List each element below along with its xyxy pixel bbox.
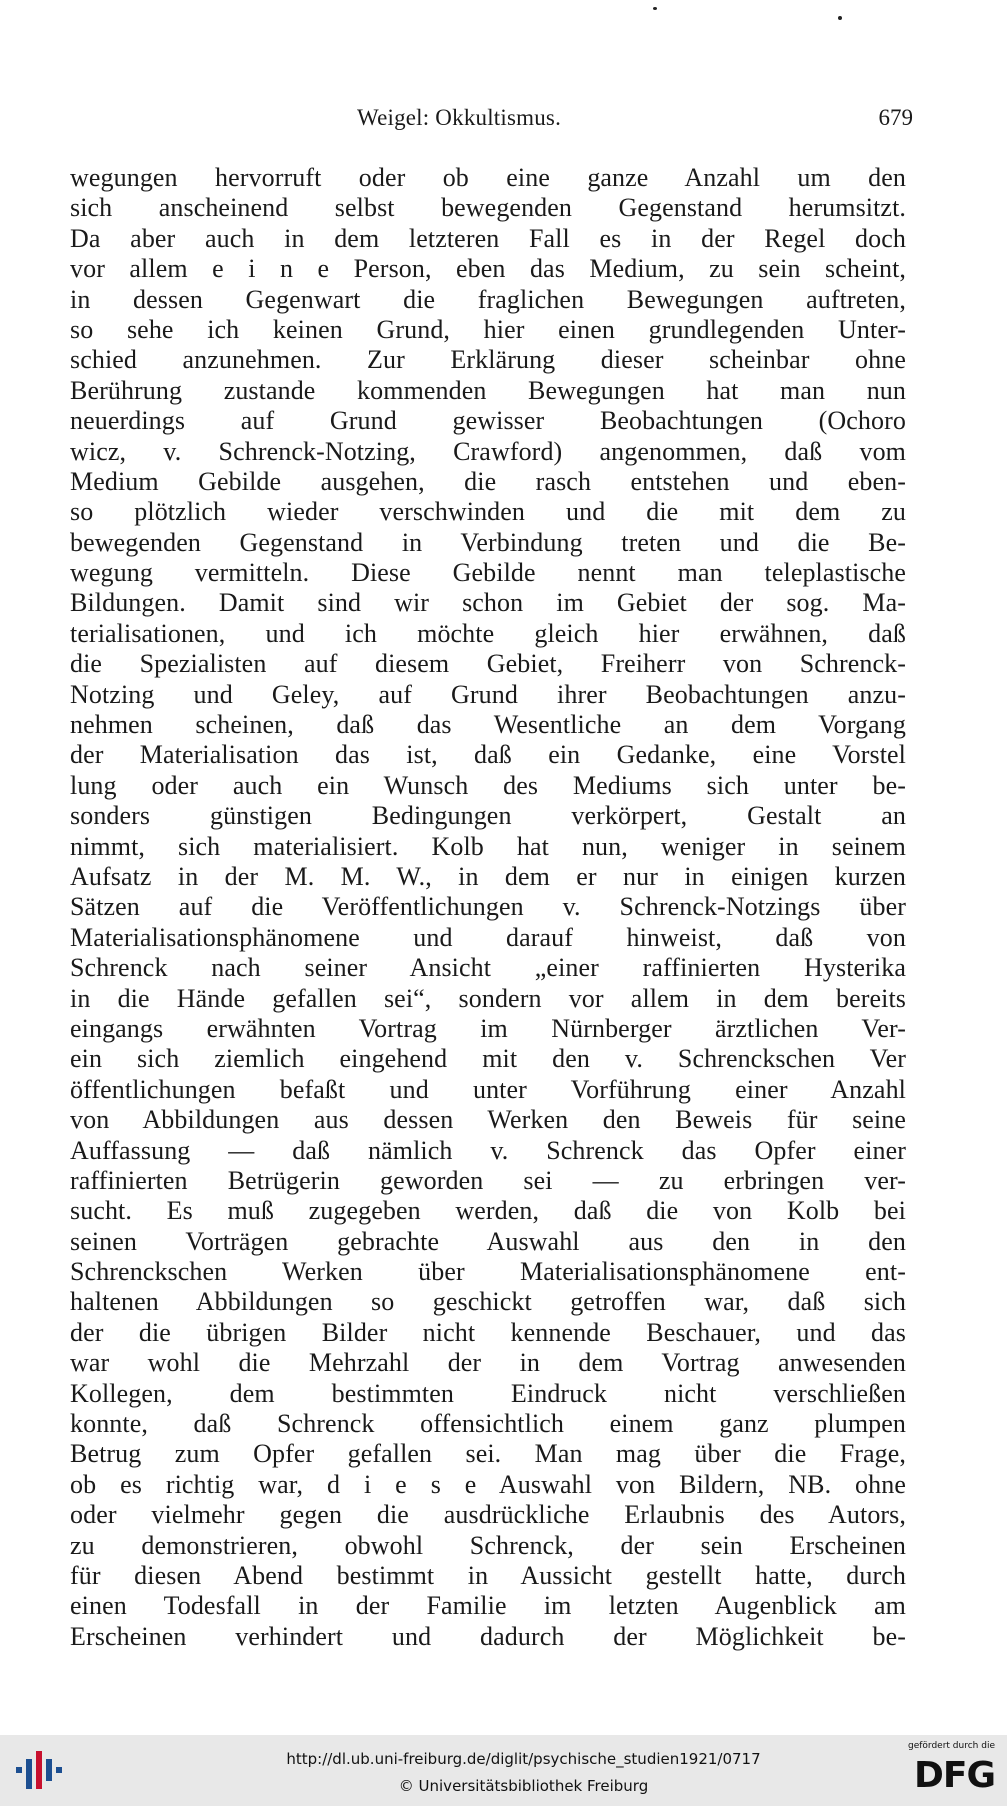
text-line: bewegenden Gegenstand in Verbindung treten und die Be- (70, 527, 906, 557)
text-line: Auffassung — daß nämlich v. Schrenck das Opfer einer (70, 1135, 906, 1165)
text-line: Bildungen. Damit sind wir schon im Gebiet der sog. Ma- (70, 588, 906, 618)
body-text (70, 163, 906, 1652)
text-line: in die Hände gefallen sei“, sondern vor allem in dem bereits (70, 983, 906, 1013)
text-line: Berührung zustande kommenden Bewegungen hat man nun (70, 375, 906, 405)
text-line: wicz, v. Schrenck-Notzing, Crawford) angenommen, daß vom (70, 436, 906, 466)
text-line: öffentlichungen befaßt und unter Vorführung einer Anzahl (70, 1074, 906, 1104)
text-line: sonders günstigen Bedingungen verkörpert, Gestalt an (70, 801, 906, 831)
dfg-logo-text: DFG (913, 1755, 995, 1796)
text-line: zu demonstrieren, obwohl Schrenck, der sein Erscheinen (70, 1530, 906, 1560)
text-line: so plötzlich wieder verschwinden und die mit dem zu (70, 497, 906, 527)
text-line: Aufsatz in der M. M. W., in dem er nur in einigen kurzen (70, 861, 906, 891)
footer-copyright: © Universitätsbibliothek Freiburg (398, 1777, 649, 1795)
text-line: Erscheinen verhindert und dadurch der Möglichkeit be- (70, 1621, 906, 1651)
text-line: sucht. Es muß zugegeben werden, daß die von Kolb bei (70, 1196, 906, 1226)
text-line: von Abbildungen aus dessen Werken den Beweis für seine (70, 1105, 906, 1135)
text-line: schied anzunehmen. Zur Erklärung dieser scheinbar ohne (70, 345, 906, 375)
text-line: der die übrigen Bilder nicht kennende Beschauer, und das (70, 1317, 906, 1347)
text-line: oder vielmehr gegen die ausdrückliche Erlaubnis des Autors, (70, 1500, 906, 1530)
text-line: in dessen Gegenwart die fraglichen Bewegungen auftreten, (70, 284, 906, 314)
text-line: nehmen scheinen, daß das Wesentliche an dem Vorgang (70, 710, 906, 740)
text-line: seinen Vorträgen gebrachte Auswahl aus den in den (70, 1226, 906, 1256)
text-line: Betrug zum Opfer gefallen sei. Man mag über die Frage, (70, 1439, 906, 1469)
text-line: Sätzen auf die Veröffentlichungen v. Schrenck-Notzings über (70, 892, 906, 922)
text-line: Medium Gebilde ausgehen, die rasch entstehen und eben- (70, 466, 906, 496)
text-line: wegung vermitteln. Diese Gebilde nennt man teleplastische (70, 558, 906, 588)
text-line: wegungen hervorruft oder ob eine ganze Anzahl um den (70, 163, 906, 192)
text-line: terialisationen, und ich möchte gleich hier erwähnen, daß (70, 618, 906, 648)
text-line: nimmt, sich materialisiert. Kolb hat nun, weniger in seinem (70, 831, 906, 861)
text-line: haltenen Abbildungen so geschickt getroffen war, daß sich (70, 1287, 906, 1317)
footer-bar (0, 1735, 1007, 1806)
text-line: lung oder auch ein Wunsch des Mediums sich unter be- (70, 770, 906, 800)
text-line: ob es richtig war, d i e s e Auswahl von Bildern, NB. ohne (70, 1469, 906, 1499)
running-header (70, 105, 913, 141)
text-line: eingangs erwähnten Vortrag im Nürnberger ärztlichen Ver- (70, 1013, 906, 1043)
running-head-title: Weigel: Okkultismus. (357, 105, 562, 130)
text-line: raffinierten Betrügerin geworden sei — zu erbringen ver- (70, 1165, 906, 1195)
text-line: die Spezialisten auf diesem Gebiet, Freiherr von Schrenck- (70, 649, 906, 679)
text-line: konnte, daß Schrenck offensichtlich einem ganz plumpen (70, 1409, 906, 1439)
scan-speck (653, 7, 657, 10)
text-line: neuerdings auf Grund gewisser Beobachtungen (Ochoro (70, 406, 906, 436)
page-number: 679 (878, 105, 913, 130)
text-line: Notzing und Geley, auf Grund ihrer Beobachtungen anzu- (70, 679, 906, 709)
text-line: vor allem e i n e Person, eben das Medium, zu sein scheint, (70, 254, 906, 284)
text-line: Schrenckschen Werken über Materialisationsphänomene ent- (70, 1257, 906, 1287)
scan-speck (838, 16, 842, 20)
text-line: so sehe ich keinen Grund, hier einen grundlegenden Unter- (70, 314, 906, 344)
text-line: Da aber auch in dem letzteren Fall es in der Regel doch (70, 223, 906, 253)
text-line: einen Todesfall in der Familie im letzten Augenblick am (70, 1591, 906, 1621)
text-line: ein sich ziemlich eingehend mit den v. Schrenckschen Ver (70, 1044, 906, 1074)
footer-url-link[interactable]: http://dl.ub.uni-freiburg.de/diglit/psychische_studien1921/0717 (286, 1750, 761, 1768)
text-line: Kollegen, dem bestimmten Eindruck nicht verschließen (70, 1378, 906, 1408)
text-line: Materialisationsphänomene und darauf hinweist, daß von (70, 922, 906, 952)
dfg-tagline: gefördert durch die (908, 1741, 995, 1751)
text-line: war wohl die Mehrzahl der in dem Vortrag anwesenden (70, 1348, 906, 1378)
text-line: sich anscheinend selbst bewegenden Gegenstand herumsitzt. (70, 193, 906, 223)
text-line: für diesen Abend bestimmt in Aussicht gestellt hatte, durch (70, 1560, 906, 1590)
text-line: der Materialisation das ist, daß ein Gedanke, eine Vorstel (70, 740, 906, 770)
dfg-logo (887, 1741, 995, 1801)
text-line: Schrenck nach seiner Ansicht „einer raffinierten Hysterika (70, 953, 906, 983)
